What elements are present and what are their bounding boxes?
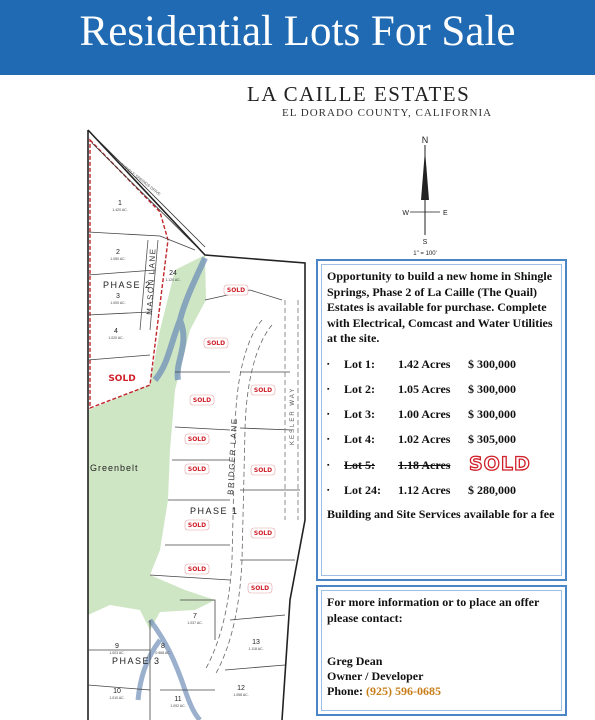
sold-stamp: SOLD (253, 467, 273, 474)
label-kesler-way: KESLER WAY (290, 386, 296, 445)
creek-south (138, 620, 203, 720)
contact-name: Greg Dean (327, 654, 383, 668)
lot-number: 12 (237, 685, 245, 692)
lot-number: 1 (118, 200, 122, 207)
sold-stamp: SOLD (192, 397, 212, 404)
contact-panel (316, 585, 567, 716)
compass-rose (410, 145, 440, 235)
lot-acres: 1.18 Acres (398, 458, 451, 472)
lot-number: 9 (115, 643, 119, 650)
map-subtitle: EL DORADO COUNTY, CALIFORNIA (282, 107, 493, 119)
lot-acres: 1.003 AC. (109, 651, 125, 655)
lot-number: 10 (113, 688, 121, 695)
banner-title: Residential Lots For Sale (79, 8, 516, 55)
sold-badge: SOLD (469, 453, 531, 475)
phone-number[interactable]: (925) 596-0685 (366, 684, 441, 698)
offer-footer: Building and Site Services available for a fee (327, 507, 555, 521)
lot-number: 13 (252, 639, 260, 646)
lot-acres: 1.092 AC. (170, 704, 186, 708)
lot-acres: 1.05 Acres (398, 382, 451, 396)
lot-acres: 0.968 AC. (155, 651, 171, 655)
compass-south: S (422, 239, 428, 246)
label-phase1: PHASE 1 (190, 506, 239, 516)
lot-price: $ 300,000 (468, 407, 516, 421)
lot-name: Lot 2: (344, 382, 375, 396)
lot-price: $ 300,000 (468, 357, 516, 371)
map-scale: 1" = 100' (413, 251, 437, 257)
lot-acres: 1.000 AC. (110, 301, 126, 305)
lot-number: 3 (116, 293, 120, 300)
sold-stamp: SOLD (206, 340, 226, 347)
sold-stamp: SOLD (253, 530, 273, 537)
compass-north: N (421, 135, 429, 145)
lot-number: 8 (161, 643, 165, 650)
contact-phone-line (327, 684, 557, 700)
lot-acres: 1.12 Acres (398, 483, 451, 497)
label-phase3: PHASE 3 (112, 656, 161, 666)
lot-price: $ 300,000 (468, 382, 516, 396)
lot-acres: 1.120 AC. (165, 278, 181, 282)
compass-west: W (402, 210, 409, 217)
upper-road (92, 143, 200, 250)
lot-acres: 1.058 AC. (233, 693, 249, 697)
sold-stamp: SOLD (250, 585, 270, 592)
upper-road-edge (98, 140, 205, 247)
lot-number: 4 (114, 328, 118, 335)
bullet-icon: ▪ (327, 360, 330, 368)
map-title: LA CAILLE ESTATES (247, 82, 471, 106)
bullet-icon: ▪ (327, 435, 330, 443)
sold-stamp: SOLD (187, 522, 207, 529)
sold-stamp: SOLD (187, 566, 207, 573)
compass-east: E (443, 210, 448, 217)
label-bridger-lane: BRIDGER LANE (226, 417, 240, 496)
contact-heading: For more information or to place an offer please contact: (327, 595, 540, 625)
lot-name: Lot 5: (344, 458, 375, 472)
label-upper-road: SHINGLE SPRINGS DRIVE (119, 161, 162, 197)
bullet-icon: ▪ (327, 410, 330, 418)
bullet-icon: ▪ (327, 385, 330, 393)
lot-name: Lot 24: (344, 483, 381, 497)
lot-name: Lot 3: (344, 407, 375, 421)
lot-price: $ 305,000 (468, 432, 516, 446)
lot-acres: 1.020 AC. (108, 336, 124, 340)
lot-number: 7 (193, 613, 197, 620)
lot-acres: 1.050 AC. (110, 257, 126, 261)
lot-name: Lot 4: (344, 432, 375, 446)
sold-stamp: SOLD (253, 387, 273, 394)
sold-stamp: SOLD (187, 466, 207, 473)
lot-number: 24 (169, 270, 177, 277)
lot-acres: 1.010 AC. (109, 696, 125, 700)
lot-acres: 1.037 AC. (187, 621, 203, 625)
lot-price: $ 280,000 (468, 483, 516, 497)
lot-acres: 1.00 Acres (398, 407, 451, 421)
phone-label: Phone: (327, 684, 363, 698)
lot-acres: 1.02 Acres (398, 432, 451, 446)
lot-number: 2 (116, 249, 120, 256)
label-mason-lane: MASON LANE (145, 247, 158, 316)
lot-name: Lot 1: (344, 357, 375, 371)
sold-stamp: SOLD (187, 436, 207, 443)
sold-stamp: SOLD (226, 287, 246, 294)
lot-acres: 1.42 Acres (398, 357, 451, 371)
label-greenbelt: Greenbelt (90, 463, 139, 473)
offer-panel (316, 259, 567, 581)
lot-acres: 1.420 AC. (112, 208, 128, 212)
contact-role: Owner / Developer (327, 669, 424, 683)
sold-stamp-phase2: SOLD (108, 374, 136, 384)
bullet-icon: ▪ (327, 486, 330, 494)
offer-intro: Opportunity to build a new home in Shingle Springs, Phase 2 of La Caille (The Quail) Estates is available for purchase. Complete with Electrical, Comcast and Water Utilities at the site. (327, 269, 553, 345)
lot-acres: 1.118 AC. (248, 647, 264, 651)
label-phase2: PHASE 2 (103, 280, 152, 290)
bullet-icon: ▪ (327, 461, 330, 469)
lot-number: 11 (174, 696, 182, 703)
